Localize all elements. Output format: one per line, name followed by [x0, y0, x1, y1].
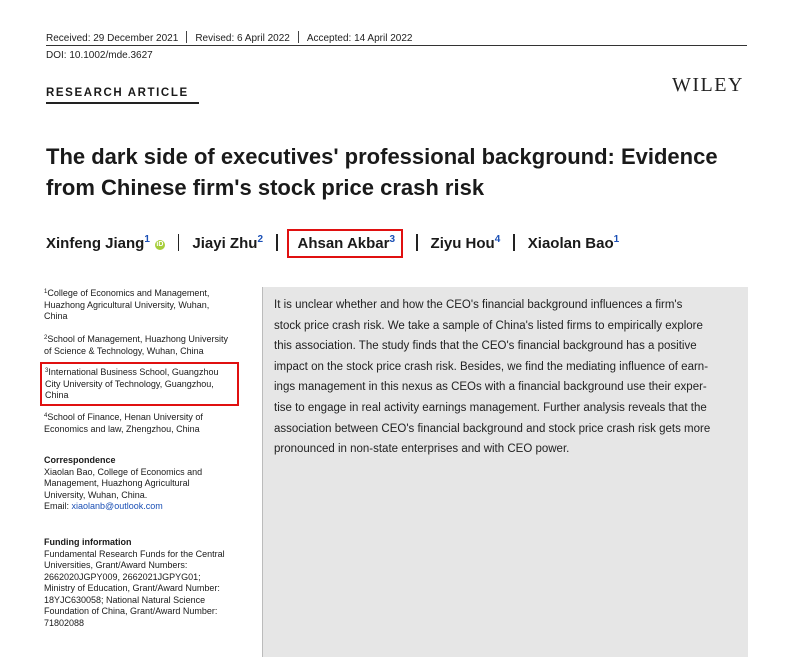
- section-label: RESEARCH ARTICLE: [46, 87, 189, 99]
- correspondence: Correspondence Xiaolan Bao, College of Economics and Management, Huazhong Agricultural University, Wuhan, China. Email: xiaolanb@outlook.com: [44, 455, 254, 513]
- funding-heading: Funding information: [44, 537, 132, 547]
- author-name: Ziyu Hou: [430, 235, 495, 252]
- publisher-logo: WILEY: [672, 74, 744, 96]
- funding-information: Funding information Fundamental Research Funds for the Central Universities, Grant/Award Numbers: 2662020JGPY009, 2662021JGPYG01; Ministry of Education, Grant/Award Number: 18YJC630058; National Natural Science Foundation of China, Grant/Award Number: 71802088: [44, 537, 254, 629]
- author[interactable]: [431, 235, 501, 252]
- divider: [186, 31, 187, 43]
- article-title: [46, 141, 766, 203]
- author-separator: [513, 234, 515, 251]
- highlighted-author[interactable]: [287, 229, 404, 258]
- affiliation-2: $^2$School of Management, Huazhong University of Science & Technology, Wuhan, China: [44, 334, 228, 356]
- author-affiliation-sup: 1: [613, 234, 620, 245]
- revised-date: Revised: 6 April 2022: [195, 33, 290, 44]
- orcid-icon[interactable]: iD: [156, 241, 164, 248]
- received-date: Received: 29 December 2021: [46, 33, 179, 44]
- title-line: The dark side of executives' professional background: Evidence: [46, 144, 718, 169]
- header-rule: [46, 45, 747, 46]
- email-link[interactable]: xiaolanb@outlook.com: [71, 501, 163, 511]
- author-separator: [276, 234, 278, 251]
- doi[interactable]: DOI: 10.1002/mde.3627: [46, 50, 153, 61]
- author[interactable]: [192, 235, 263, 252]
- author-affiliation-sup: 4: [494, 234, 501, 245]
- author[interactable]: [46, 235, 165, 252]
- author-name: Xinfeng Jiang: [46, 235, 145, 252]
- author-separator: [416, 234, 418, 251]
- author-name: Jiayi Zhu: [192, 235, 258, 252]
- abstract-panel: [262, 287, 748, 657]
- section-underline: [46, 102, 199, 104]
- affiliation-4: $^4$School of Finance, Henan University of Economics and law, Zhengzhou, China: [44, 412, 203, 434]
- correspondence-heading: Correspondence: [44, 455, 116, 465]
- affiliation-1: $^1$College of Economics and Management, Huazhong Agricultural University, Wuhan, China: [44, 288, 210, 321]
- abstract-text: It is unclear whether and how the CEO's financial background influences a firm's stock price crash risk. We take a sample of China's listed firms to empirically explore this association. The study finds that the CEO's financial background has a positive impact on the stock price crash risk. Besides, we find the mediating influence of earn- ings management in this nexus as CEOs with a financial background use their exper- tise to engage in real activity earnings management. Further analysis reveals that the association between CEO's financial background and stock price crash risk gets more pronounced in non-state enterprises and with CEO power.: [274, 299, 711, 456]
- author-affiliation-sup: 2: [257, 234, 263, 245]
- author-affiliation-sup: 1: [144, 234, 150, 245]
- author-name: Xiaolan Bao: [527, 235, 614, 252]
- author-list: [46, 234, 619, 252]
- author-affiliation-sup: 3: [389, 234, 396, 245]
- accepted-date: Accepted: 14 April 2022: [306, 33, 413, 44]
- author[interactable]: [528, 235, 619, 252]
- author-separator: [178, 234, 180, 251]
- title-line: from Chinese firm's stock price crash risk: [46, 175, 485, 200]
- highlighted-affiliation: $^3$International Business School, Guangzhou City University of Technology, Guangzhou, China: [40, 362, 239, 406]
- divider: [298, 31, 299, 43]
- author-name: Ahsan Akbar: [297, 235, 390, 252]
- date-line: [46, 31, 412, 44]
